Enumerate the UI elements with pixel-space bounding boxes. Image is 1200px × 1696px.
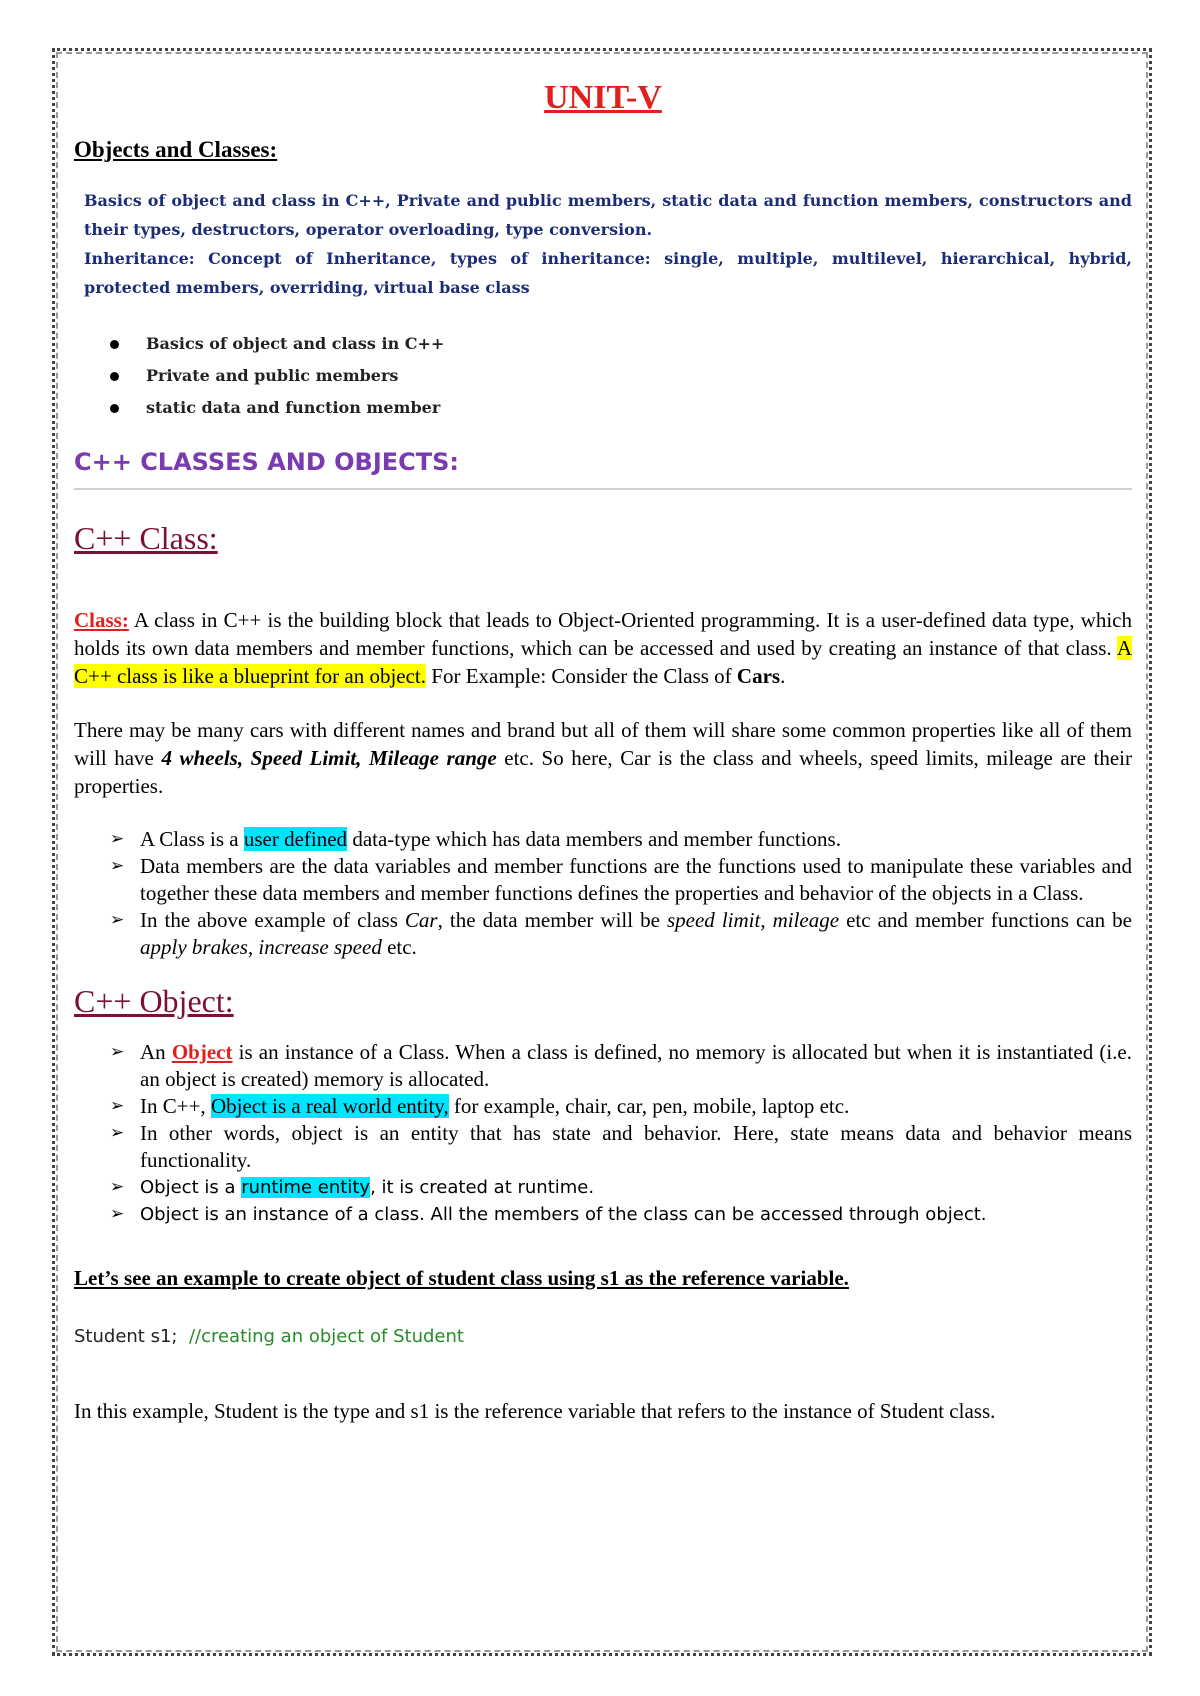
object-point: ➢ Object is a runtime entity, it is created at runtime. — [110, 1174, 1132, 1201]
arrow-bullet-icon: ➢ — [110, 1204, 125, 1224]
class-point: ➢ A Class is a user defined data-type which has data members and member functions. — [110, 827, 841, 851]
topic-item: static data and function member — [110, 392, 1132, 424]
example-explanation: In this example, Student is the type and s1 is the reference variable that refers to the instance of Student class. — [74, 1399, 996, 1423]
arrow-bullet-icon: ➢ — [110, 829, 125, 849]
arrow-bullet-icon: ➢ — [110, 1177, 125, 1197]
class-points — [74, 826, 1132, 961]
bullet-icon — [110, 372, 119, 381]
syllabus-line-1: Basics of object and class in C++, Private and public members, static data and function members, constructors and their types, destructors, operator overloading, type conversion. — [84, 191, 1132, 239]
horizontal-rule — [74, 488, 1132, 490]
section-heading: Objects and Classes: — [74, 137, 278, 162]
class-definition: Class: A class in C++ is the building block that leads to Object-Oriented programming. It is a user-defined data type, which holds its own data members and member functions, which can be accessed and used by creating an instance of that class. A C++ class is like a blueprint for an object. For Example: Consider the Class of Cars. — [74, 608, 1132, 688]
object-point: ➢ Object is an instance of a class. All the members of the class can be accessed through object. — [110, 1201, 1132, 1228]
class-label: Class: — [74, 608, 129, 632]
code-statement: Student s1; — [74, 1326, 178, 1347]
bullet-icon — [110, 340, 119, 349]
class-heading: C++ Class: — [74, 520, 218, 556]
arrow-bullet-icon: ➢ — [110, 1123, 125, 1143]
blueprint-highlight: A C++ class is like a blueprint for an object. — [74, 636, 1132, 688]
arrow-bullet-icon: ➢ — [110, 910, 125, 930]
syllabus — [74, 186, 1132, 302]
unit-title: UNIT-V — [544, 79, 662, 116]
syllabus-line-2: Inheritance: Concept of Inheritance, types of inheritance: single, multiple, multilevel, hierarchical, hybrid, protected members, overriding, virtual base class — [84, 249, 1132, 297]
class-point: ➢ In the above example of class Car, the data member will be speed limit, mileage etc and member functions can be apply brakes, increase speed etc. — [110, 908, 1132, 959]
class-point: ➢ Data members are the data variables and member functions are the functions used to manipulate these variables and together these data members and member functions defines the properties and behavior of the objects in a Class. — [110, 854, 1132, 905]
arrow-bullet-icon: ➢ — [110, 856, 125, 876]
object-point: ➢ An Object is an instance of a Class. When a class is defined, no memory is allocated but when it is instantiated (i.e. an object is created) memory is allocated. — [110, 1040, 1132, 1091]
arrow-bullet-icon: ➢ — [110, 1096, 125, 1116]
cars-paragraph: There may be many cars with different names and brand but all of them will share some common properties like all of them will have 4 wheels, Speed Limit, Mileage range etc. So here, Car is the class and wheels, speed limits, mileage are their properties. — [74, 718, 1133, 798]
arrow-bullet-icon: ➢ — [110, 1042, 125, 1062]
object-points — [74, 1039, 1132, 1228]
object-point: ➢ In other words, object is an entity that has state and behavior. Here, state means data and behavior means functionality. — [110, 1121, 1132, 1172]
document-content — [74, 78, 1132, 1426]
object-point: ➢ In C++, Object is a real world entity, for example, chair, car, pen, mobile, laptop etc. — [110, 1094, 850, 1118]
bullet-icon — [110, 404, 119, 413]
example-heading: Let’s see an example to create object of student class using s1 as the reference variable. — [74, 1266, 849, 1290]
code-comment: //creating an object of Student — [188, 1326, 464, 1347]
topic-item: Basics of object and class in C++ — [110, 328, 1132, 360]
topic-item: Private and public members — [110, 360, 1132, 392]
topic-list — [74, 328, 1132, 424]
code-snippet — [74, 1324, 1132, 1350]
classes-objects-heading: C++ CLASSES AND OBJECTS: — [74, 448, 460, 476]
object-heading: C++ Object: — [74, 983, 234, 1019]
